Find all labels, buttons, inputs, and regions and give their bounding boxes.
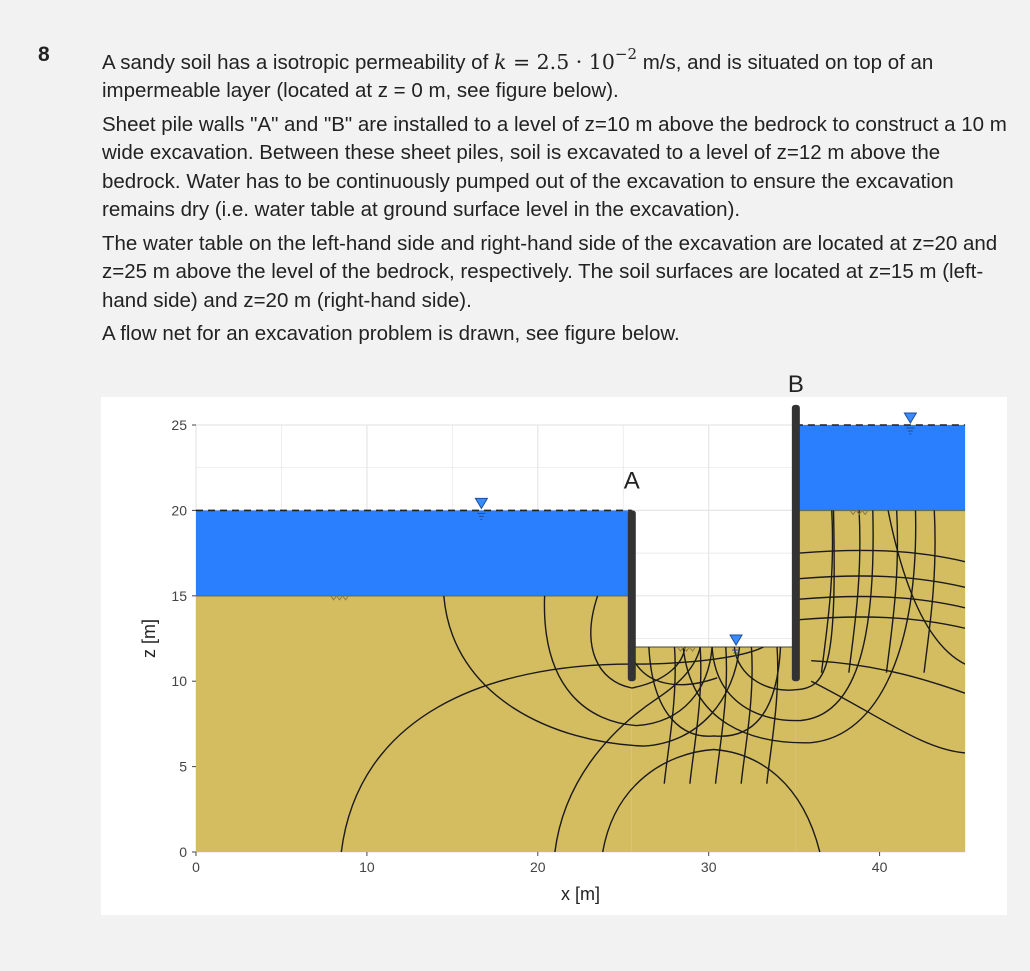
math-exponent: −2 [614, 45, 637, 63]
sheet-pile-walls [624, 371, 804, 681]
x-tick-label: 40 [871, 859, 888, 875]
question-paragraph-2: Sheet pile walls "A" and "B" are installed to a level of z=10 m above the bedrock to construct a 10 m wide excavation. Between these sheet piles, soil is excavated to a level of z=12 m above the bedrock. Water has to be continuously pumped out of the excavation to ensure the excavation remains dry (i.e. water table at ground surface level in the excavation). [102, 112, 1007, 222]
x-tick-label: 30 [700, 859, 717, 875]
soil-right [796, 510, 965, 852]
y-tick-label: 5 [179, 758, 187, 775]
water-table-triangle [475, 498, 487, 508]
soil-left [196, 596, 632, 852]
x-tick-label: 10 [359, 859, 375, 875]
soil-water-regions [196, 425, 965, 852]
permeability-formula [493, 45, 637, 74]
sheet-pile-wall-a [628, 510, 636, 681]
x-axis-title: x [m] [561, 884, 601, 904]
wall-b-label: B [787, 371, 804, 398]
flow-net-svg [101, 371, 1007, 915]
p1-tail-text: m/s, and is situated on top of an impermeable layer (located at z = 0 m, see figure below). [102, 50, 934, 103]
sheet-pile-wall-b [792, 405, 800, 681]
y-tick-label: 25 [171, 417, 187, 433]
question-paragraph-4: A flow net for an excavation problem is drawn, see figure below. [102, 322, 680, 346]
x-tick-label: 20 [530, 859, 546, 875]
x-tick-label: 0 [192, 859, 200, 875]
flow-net-figure [101, 371, 1007, 915]
question-paragraph-1 [102, 42, 1007, 106]
wall-a-label: A [623, 467, 640, 495]
question-number: 8 [38, 43, 50, 66]
water-right [796, 425, 965, 510]
math-value: = 2.5 · 10 [506, 49, 615, 74]
y-axis-title: z [m] [139, 619, 159, 658]
math-k: k [493, 49, 507, 74]
water-table-triangle [730, 635, 742, 645]
y-tick-label: 10 [171, 673, 187, 690]
water-left [196, 510, 632, 595]
question-text [102, 42, 1007, 354]
water-table-triangle [904, 413, 916, 423]
y-tick-label: 20 [171, 502, 187, 519]
y-tick-label: 0 [179, 844, 187, 860]
y-tick-label: 15 [171, 587, 187, 604]
question-paragraph-3: The water table on the left-hand side and right-hand side of the excavation are located at z=20 and z=25 m above the level of the bedrock, respectively. The soil surfaces are located at z=15 m (left-hand side) and z=20 m (right-hand side). [102, 231, 998, 312]
p1-lead-text: A sandy soil has a isotropic permeability of [102, 50, 494, 74]
